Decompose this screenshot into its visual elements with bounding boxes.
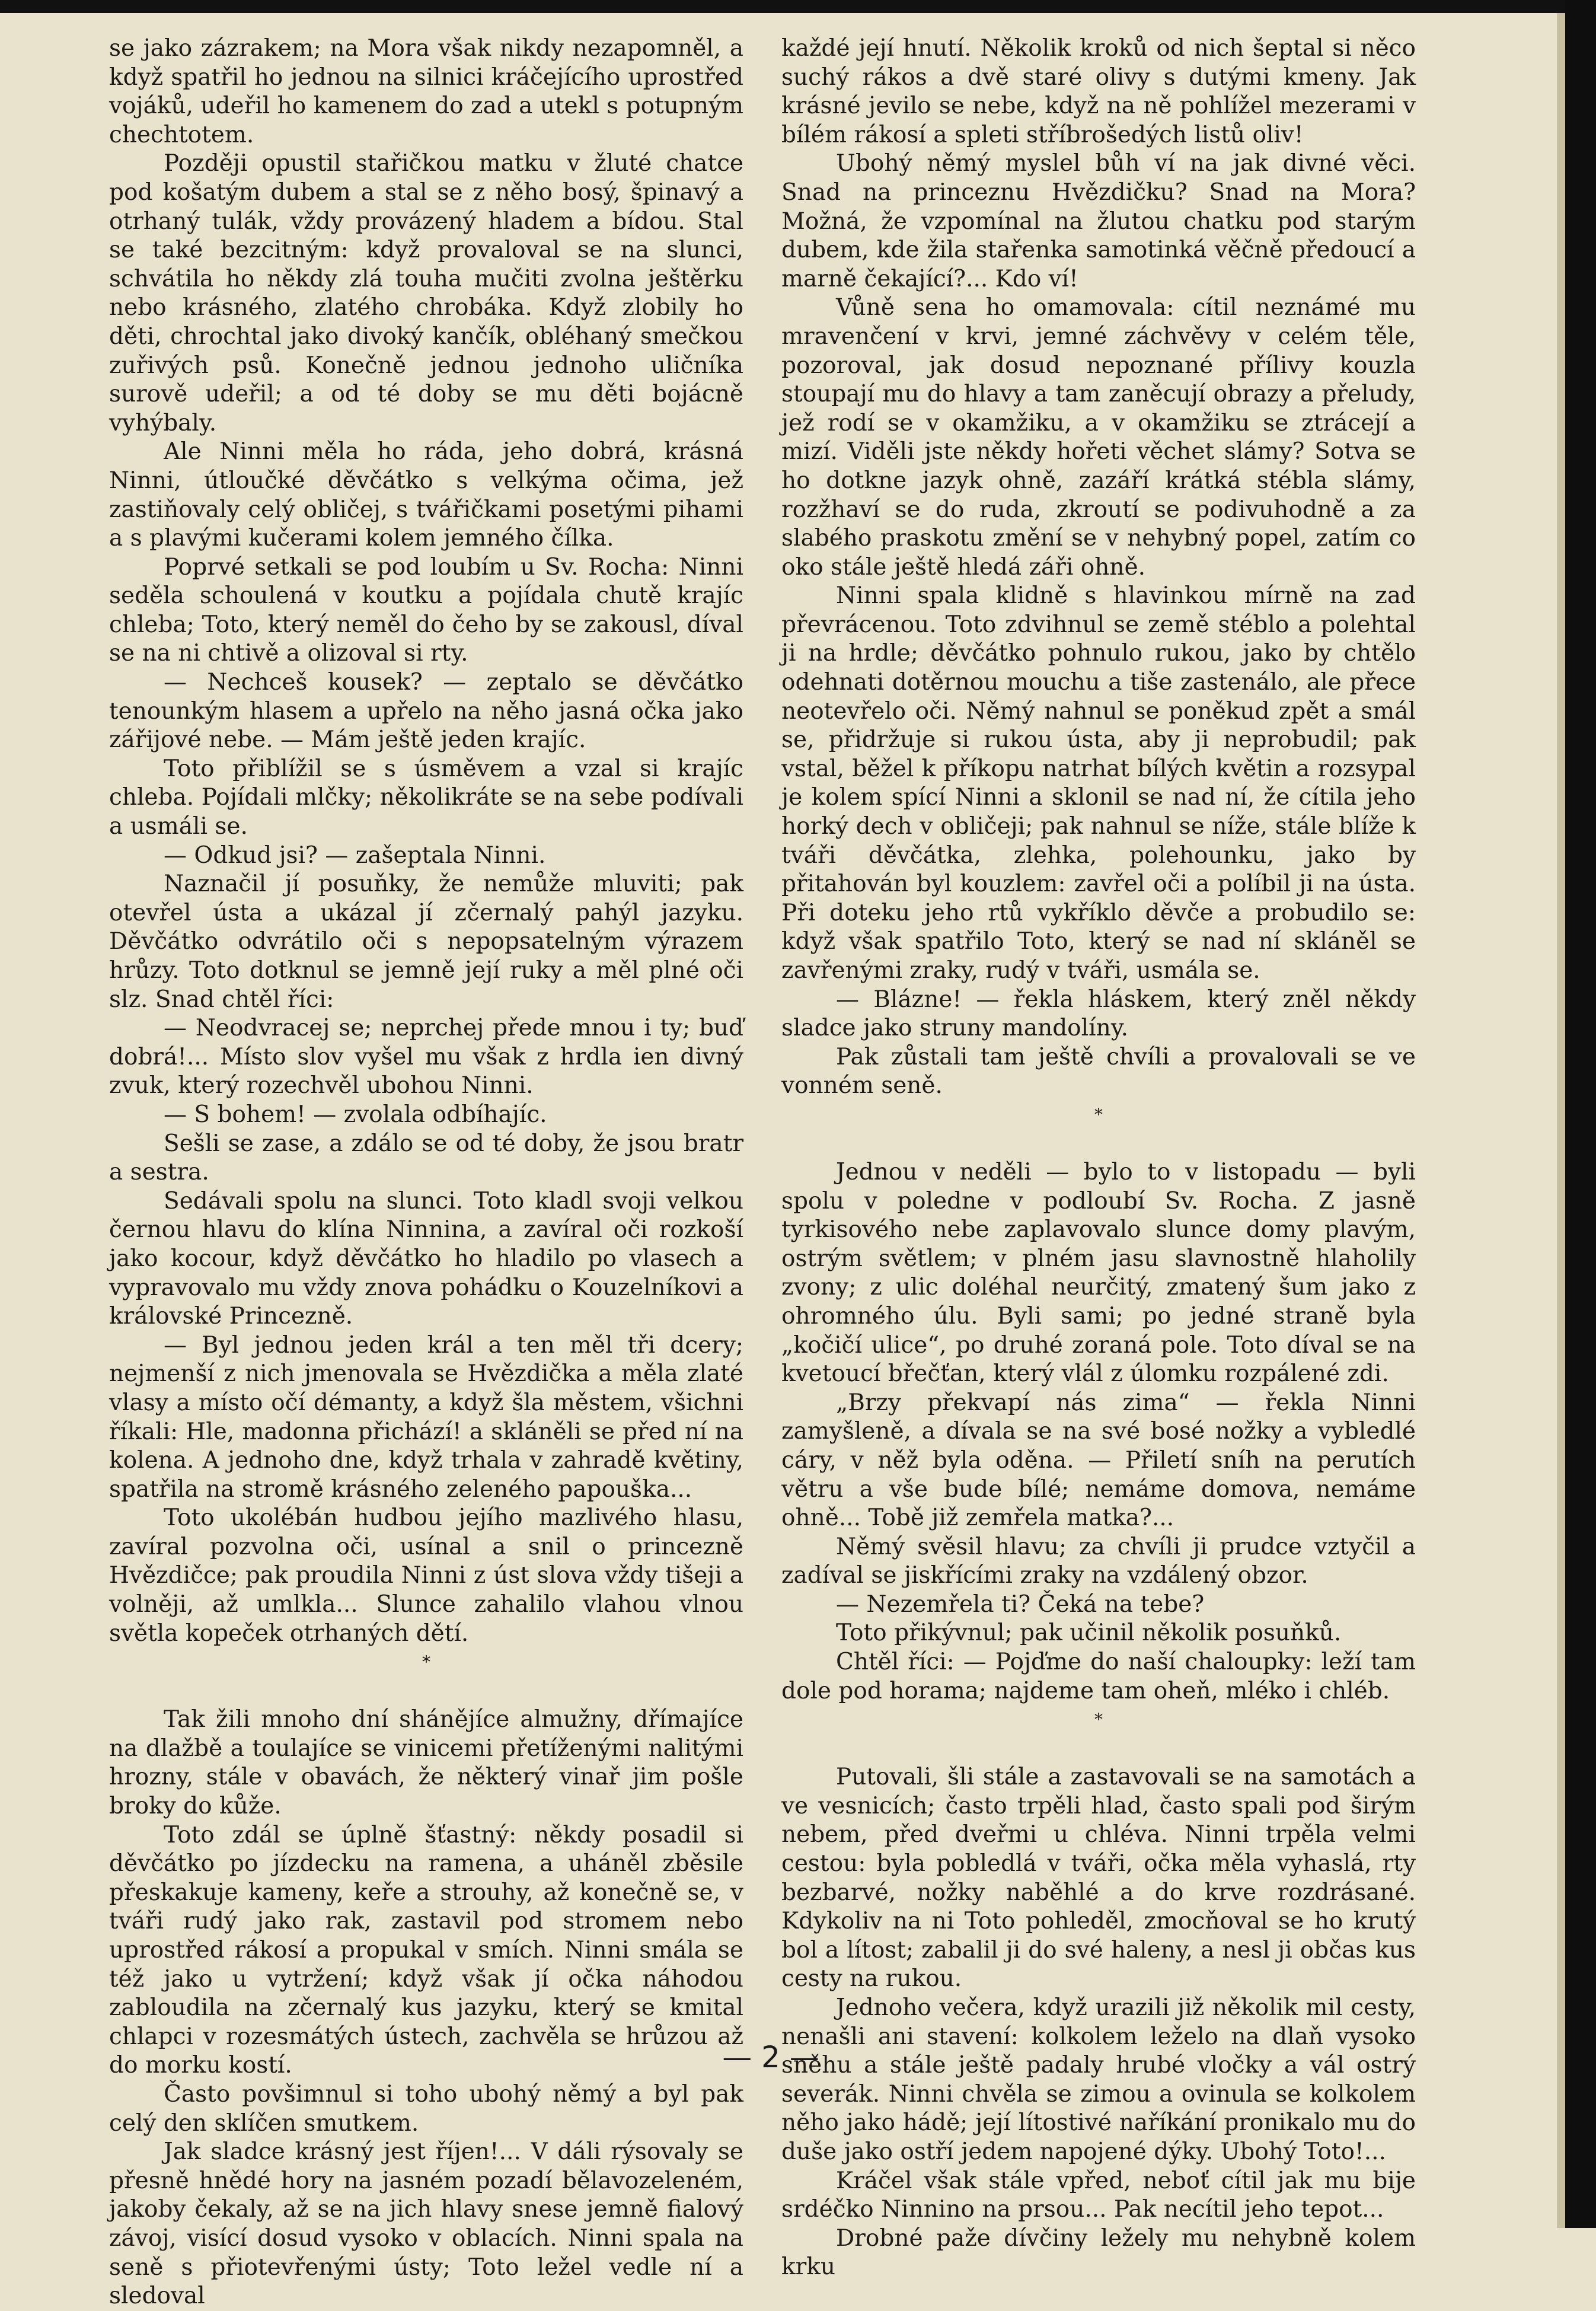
paragraph: — S bohem! — zvolala odbíhajíc. [164, 1101, 547, 1128]
paragraph: Často povšimnul si toho ubohý němý a byl pak celý den sklíčen smutkem. [109, 2080, 743, 2137]
paragraph: Ubohý němý myslel bůh ví na jak divné věci. Snad na princeznu Hvězdičku? Snad na Mora? Možná, že vzpomínal na žlutou chatku pod starým dubem, kde žila stařenka samotinká věčně předoucí a marně čekající?... Kdo ví! [781, 150, 1416, 292]
paragraph: — Byl jednou jeden král a ten měl tři dcery; nejmenší z nich jmenovala se Hvězdička a měla zlaté vlasy a místo očí démanty, a když šla městem, všichni říkali: Hle, madonna přichází! a skláněli se před ní na kolena. A jednoho dne, když trhala v zahradě květiny, spatřila na stromě krásného zeleného papouška... [109, 1331, 743, 1503]
paragraph: Tak žili mnoho dní shánějíce almužny, dřímajíce na dlažbě a toulajíce se vinicemi přetíženými nalitými hrozny, stále v obavách, že některý vinař jim pošle broky do kůže. [109, 1706, 743, 1820]
paragraph: Drobné paže dívčiny ležely mu nehybně kolem krku [781, 2224, 1416, 2281]
paragraph: Vůně sena ho omamovala: cítil neznámé mu mravenčení v krvi, jemné záchvěvy v celém těle, pozoroval, jak dosud nepoznané přílivy kouzla stoupají mu do hlavy a tam zaněcují obrazy a přeludy, jež rodí se v okamžiku, a v okamžiku se ztrácejí a mizí. Viděli jste někdy hořeti věchet slámy? Sotva se ho dotkne jazyk ohně, zazáří krátká stébla slámy, rozžhaví se do ruda, zkroutí se podivuhodně a za slabého praskotu změní se v nehybný popel, zatím co oko stále ještě hledá záři ohně. [781, 294, 1416, 581]
right-text-column [781, 34, 1416, 2282]
page-edge-top [0, 0, 1596, 13]
paragraph: Němý svěsil hlavu; za chvíli ji prudce vztyčil a zadíval se jiskřícími zraky na vzdálený obzor. [781, 1533, 1416, 1589]
paragraph: Toto ukolébán hudbou jejího mazlivého hlasu, zavíral pozvolna oči, usínal a snil o princezně Hvězdičce; pak proudila Ninni z úst slova vždy tišeji a volněji, až umlkla... Slunce zahalilo vlahou vlnou světla kopeček otrhaných dětí. [109, 1504, 743, 1647]
paragraph: — Neodvracej se; neprchej přede mnou i ty; buď dobrá!... Místo slov vyšel mu však z hrdla ien divný zvuk, který rozechvěl ubohou Ninni. [109, 1015, 743, 1099]
page-binding-shadow [1557, 13, 1565, 2228]
paragraph: — Blázne! — řekla hláskem, který zněl někdy sladce jako struny mandolíny. [781, 986, 1416, 1042]
paragraph: Kráčel však stále vpřed, neboť cítil jak mu bije srdéčko Ninnino na prsou... Pak necítil jeho tepot... [781, 2167, 1416, 2223]
paragraph: Sešli se zase, a zdálo se od té doby, že jsou bratr a sestra. [109, 1130, 743, 1186]
paragraph: Jednoho večera, když urazili již několik mil cesty, nenašli ani stavení: kolkolem leželo na dlaň vysoko sněhu a stále ještě padaly hrubé vločky a vál ostrý severák. Ninni chvěla se zimou a ovinula se kolkolem něho jako hádě; její lítostivé naříkání pronikalo mu do duše jako ostří jedem napojené dýky. Ubohý Toto!... [781, 1994, 1416, 2165]
paragraph: Jak sladce krásný jest říjen!... V dáli rýsovaly se přesně hnědé hory na jasném pozadí bělavozeleném, jakoby čekaly, až se na jich hlavy snese jemně fialový závoj, visící dosud vysoko v oblacích. Ninni spala na seně s přiotevřenými ústy; Toto ležel vedle ní a sledoval [109, 2138, 743, 2310]
paragraph: Poprvé setkali se pod loubím u Sv. Rocha: Ninni seděla schoulená v koutku a pojídala chutě krajíc chleba; Toto, který neměl do čeho by se zakousl, díval se na ni chtivě a olizoval si rty. [109, 553, 743, 667]
paragraph: Pak zůstali tam ještě chvíli a provalovali se ve vonném seně. [781, 1043, 1416, 1099]
paragraph: každé její hnutí. Několik kroků od nich šeptal si něco suchý rákos a dvě staré olivy s dutými kmeny. Jak krásné jevilo se nebe, když na ně pohlížel mezerami v bílém rákosí a spleti stříbrošedých listů oliv! [781, 35, 1416, 148]
paragraph: Jednou v neděli — bylo to v listopadu — byli spolu v poledne v podloubí Sv. Rocha. Z jasně tyrkisového nebe zaplavovalo slunce domy plavým, ostrým světlem; v plném jasu slavnostně hlaholily zvony; z ulic doléhal neurčitý, zmatený šum jako z ohromného úlu. Byli sami; po jedné straně byla „kočičí ulice“, po druhé zoraná pole. Toto díval se na kvetoucí břečťan, který vlál z úlomku rozpálené zdi. [781, 1158, 1416, 1388]
paragraph: Ninni spala klidně s hlavinkou mírně na zad převrácenou. Toto zdvihnul se země stéblo a polehtal ji na hrdle; děvčátko pohnulo rukou, jako by chtělo odehnati dotěrnou mouchu a tiše zastenálo, ale přece neotevřelo oči. Němý nahnul se poněkud zpět a smál se, přidržuje si rukou ústa, aby ji neprobudil; pak vstal, běžel k příkopu natrhat bílých květin a rozsypal je kolem spící Ninni a sklonil se nad ní, že cítila jeho horký dech v obličeji; pak nahnul se níže, stále blíže k tváři děvčátka, zlehka, polehounku, jako by přitahován byl kouzlem: zavřel oči a políbil ji na ústa. Při doteku jeho rtů vykříklo děvče a probudilo se: když však spatřilo Toto, který se nad ní skláněl se zavřenými zraky, rudý v tváři, usmála se. [781, 582, 1416, 984]
paragraph: Sedávali spolu na slunci. Toto kladl svoji velkou černou hlavu do klína Ninnina, a zavíral oči rozkoší jako kocour, když děvčátko ho hladilo po vlasech a vypravovalo mu vždy znova pohádku o Kouzelníkovi a královské Princezně. [109, 1187, 743, 1330]
section-separator: * [1094, 1710, 1103, 1730]
paragraph: „Brzy překvapí nás zima“ — řekla Ninni zamyšleně, a dívala se na své bosé nožky a vybledlé cáry, v něž byla oděna. — Přiletí sníh na perutích větru a vše bude bílé; nemáme domova, nemáme ohně... Tobě již zemřela matka?... [781, 1389, 1416, 1532]
paragraph: — Nechceš kousek? — zeptalo se děvčátko tenounkým hlasem a upřelo na něho jasná očka jako zářijové nebe. — Mám ještě jeden krajíc. [109, 669, 743, 754]
left-text-column [109, 34, 743, 2311]
section-separator: * [1094, 1104, 1103, 1124]
paragraph: Toto zdál se úplně šťastný: někdy posadil si děvčátko po jízdecku na ramena, a uháněl zběsile přeskakuje kameny, keře a strouhy, až konečně se, v tváři rudý jako rak, zastavil pod stromem nebo uprostřed rákosí a propukal v smích. Ninni smála se též jako u vytržení; když však jí očka náhodou zabloudila na zčernalý kus jazyku, který se kmital chlapci v rozesmátých ústech, zachvěla se hrůzou až do morku kostí. [109, 1821, 743, 2079]
paragraph: Toto přikývnul; pak učinil několik posuňků. [836, 1620, 1342, 1647]
page-number: — 2 — [722, 2040, 819, 2074]
paragraph: Ale Ninni měla ho ráda, jeho dobrá, krásná Ninni, útloučké děvčátko s velkýma očima, jež zastiňovaly celý obličej, s tvářičkami posetými pihami a s plavými kučerami kolem jemného čílka. [109, 438, 743, 552]
paragraph: Později opustil stařičkou matku v žluté chatce pod košatým dubem a stal se z něho bosý, špinavý a otrhaný tulák, vždy provázený hladem a bídou. Stal se také bezcitným: když provaloval se na slunci, schvátila ho někdy zlá touha mučiti zvolna ještěrku nebo krásného, zlatého chrobáka. Když zlobily ho děti, chrochtal jako divoký kančík, obléhaný smečkou zuřivých psů. Konečně jednou jednoho uličníka surově udeřil; a od té doby se mu děti bojácně vyhýbaly. [109, 150, 743, 436]
page-edge-right [1565, 0, 1596, 2228]
paragraph: se jako zázrakem; na Mora však nikdy nezapomněl, a když spatřil ho jednou na silnici kráčejícího uprostřed vojáků, udeřil ho kamenem do zad a utekl s potupným chechtotem. [109, 35, 743, 148]
paragraph: Chtěl říci: — Pojďme do naší chaloupky: leží tam dole pod horama; najdeme tam oheň, mléko i chléb. [781, 1649, 1416, 1704]
paragraph: Toto přiblížil se s úsměvem a vzal si krajíc chleba. Pojídali mlčky; několikráte se na sebe podívali a usmáli se. [109, 755, 743, 840]
paragraph: — Odkud jsi? — zašeptala Ninni. [164, 841, 546, 869]
paragraph: Putovali, šli stále a zastavovali se na samotách a ve vesnicích; často trpěli hlad, často spali pod širým nebem, před dveřmi u chléva. Ninni trpěla velmi cestou: byla pobledlá v tváři, očka měla vyhaslá, rty bezbarvé, nožky naběhlé a do krve rozdrásané. Kdykoliv na ni Toto pohleděl, zmocňoval se ho krutý bol a lítost; zabalil ji do své haleny, a nesl ji občas kus cesty na rukou. [781, 1764, 1416, 1993]
paragraph: — Nezemřela ti? Čeká na tebe? [836, 1590, 1205, 1618]
section-separator: * [422, 1652, 430, 1672]
paragraph: Naznačil jí posuňky, že nemůže mluviti; pak otevřel ústa a ukázal jí zčernalý pahýl jazyku. Děvčátko odvrátilo oči s nepopsatelným výrazem hrůzy. Toto dotknul se jemně její ruky a měl plné oči slz. Snad chtěl říci: [109, 871, 743, 1013]
